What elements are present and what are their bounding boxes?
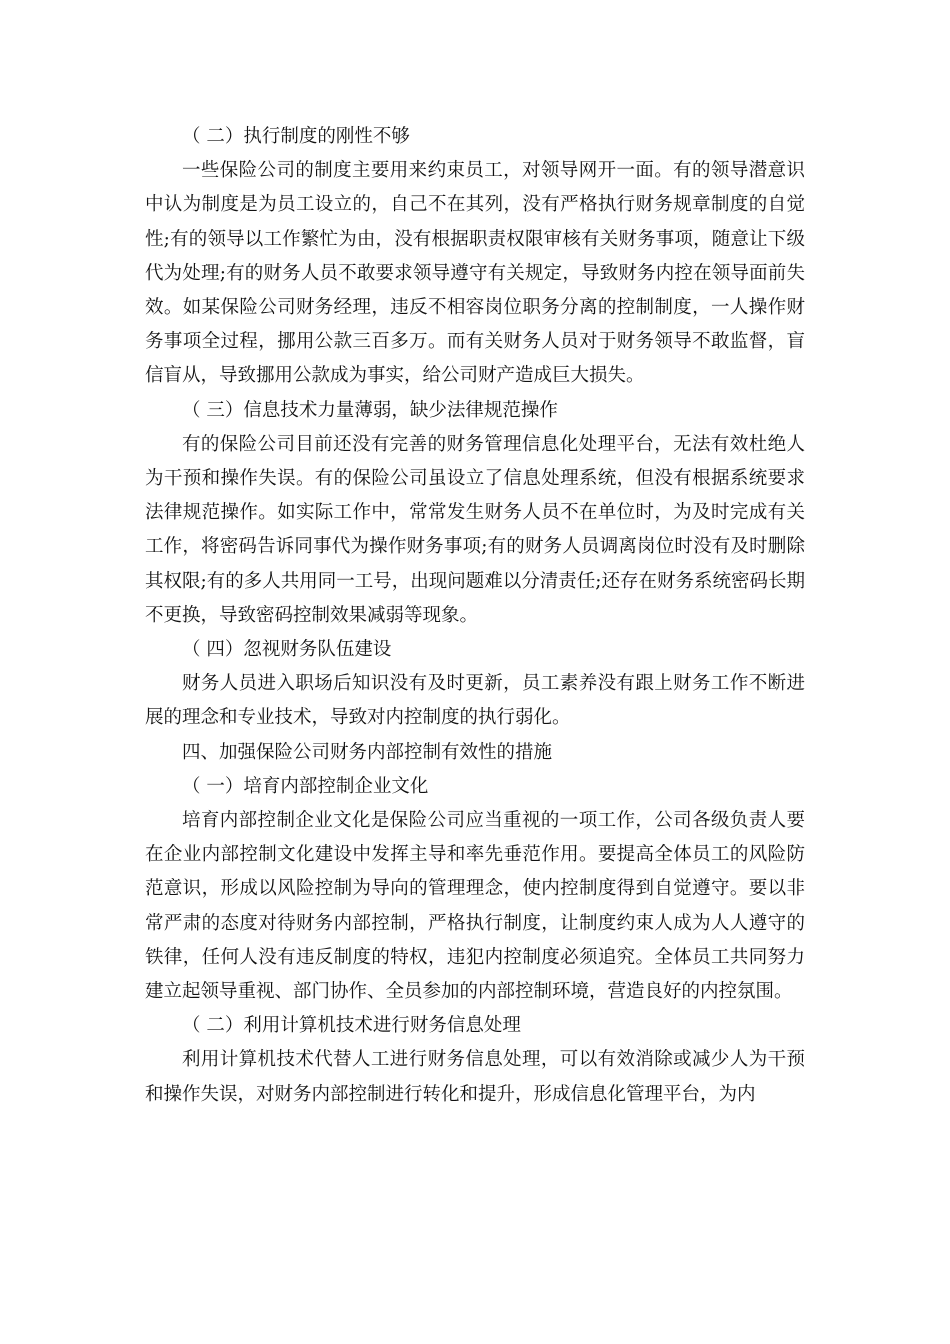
paragraph-computer: 利用计算机技术代替人工进行财务信息处理，可以有效消除或减少人为干预和操作失误，对财务内部控制进行转化和提升，形成信息化管理平台，为内 bbox=[145, 1049, 805, 1105]
paragraph-rigidity: 一些保险公司的制度主要用来约束员工，对领导网开一面。有的领导潜意识中认为制度是为员工设立的，自己不在其列，没有严格执行财务规章制度的自觉性;有的领导以工作繁忙为由，没有根据职责权限审核有关财务事项，随意让下级代为处理;有的财务人员不敢要求领导遵守有关规定，导致财务内控在领导面前失效。如某保险公司财务经理，违反不相容岗位职务分离的控制制度，一人操作财务事项全过程，挪用公款三百多万。而有关财务人员对于财务领导不敢监督，盲信盲从，导致挪用公款成为事实，给公司财产造成巨大损失。 bbox=[145, 160, 805, 387]
document-body bbox=[145, 120, 805, 1112]
section-heading-3-info-tech: （ 三）信息技术力量薄弱，缺少法律规范操作 bbox=[182, 399, 558, 421]
section-heading-2-computer: （ 二）利用计算机技术进行财务信息处理 bbox=[182, 1015, 521, 1037]
paragraph-culture: 培育内部控制企业文化是保险公司应当重视的一项工作，公司各级负责人要在企业内部控制文化建设中发挥主导和率先垂范作用。要提高全体员工的风险防范意识，形成以风险控制为导向的管理理念，使内控制度得到自觉遵守。要以非常严肃的态度对待财务内部控制，严格执行制度，让制度约束人成为人人遵守的铁律，任何人没有违反制度的特权，违犯内控制度必须追究。全体员工共同努力建立起领导重视、部门协作、全员参加的内部控制环境，营造良好的内控氛围。 bbox=[145, 810, 805, 1003]
paragraph-team: 财务人员进入职场后知识没有及时更新，员工素养没有跟上财务工作不断进展的理念和专业技术，导致对内控制度的执行弱化。 bbox=[145, 673, 805, 729]
chapter-heading-4-measures: 四、加强保险公司财务内部控制有效性的措施 bbox=[182, 741, 553, 763]
paragraph-info-tech: 有的保险公司目前还没有完善的财务管理信息化处理平台，无法有效杜绝人为干预和操作失误。有的保险公司虽设立了信息处理系统，但没有根据系统要求法律规范操作。如实际工作中，常常发生财务人员不在单位时，为及时完成有关工作，将密码告诉同事代为操作财务事项;有的财务人员调离岗位时没有及时删除其权限;有的多人共用同一工号，出现问题难以分清责任;还存在财务系统密码长期不更换，导致密码控制效果减弱等现象。 bbox=[145, 433, 805, 626]
section-heading-1-culture: （ 一）培育内部控制企业文化 bbox=[182, 775, 429, 797]
section-heading-4-team: （ 四）忽视财务队伍建设 bbox=[182, 639, 392, 661]
section-heading-2-rigidity: （ 二）执行制度的刚性不够 bbox=[182, 126, 410, 147]
